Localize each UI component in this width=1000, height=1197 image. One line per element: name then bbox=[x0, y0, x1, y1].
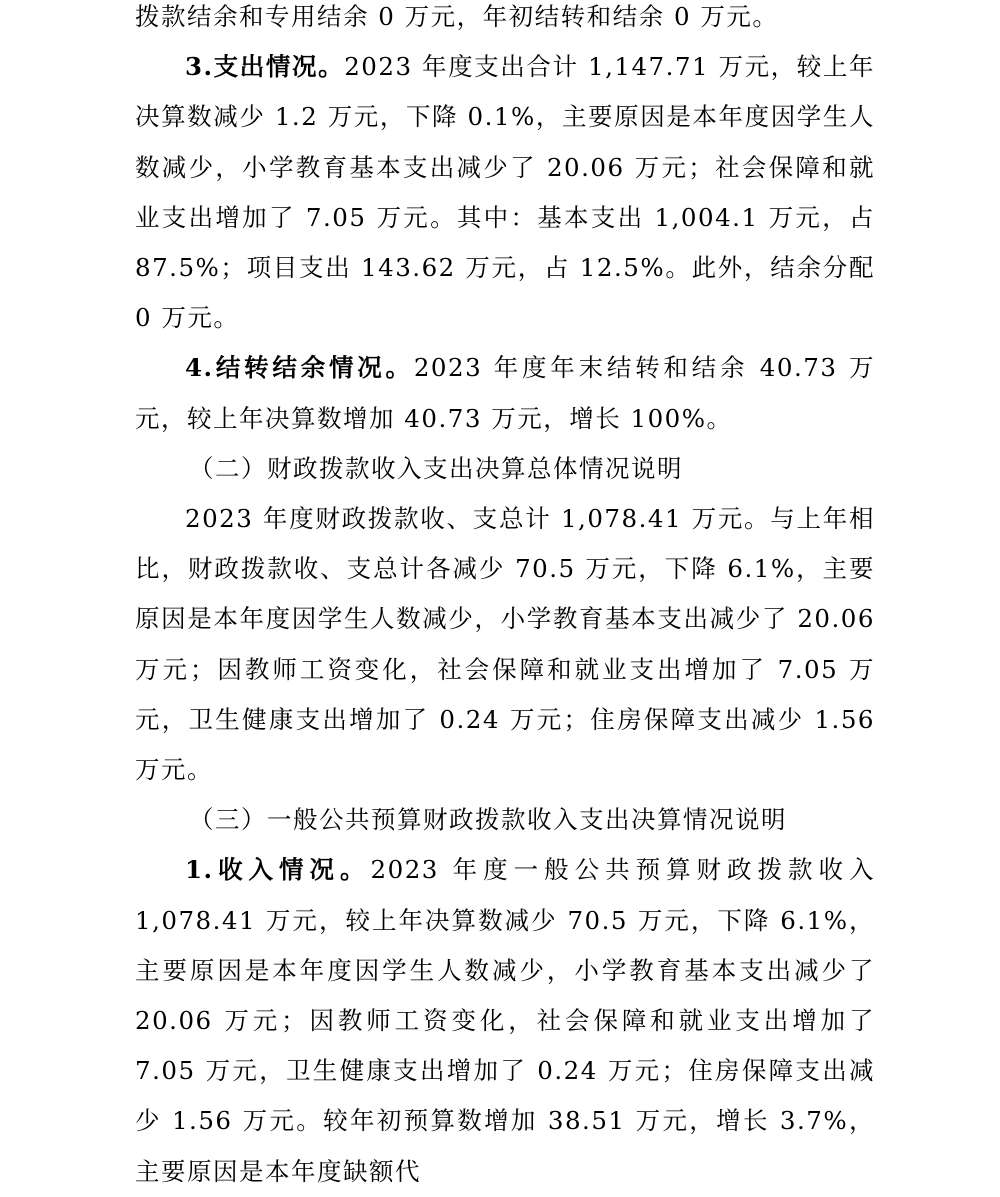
section-heading-fiscal-overview: （二）财政拨款收入支出决算总体情况说明 bbox=[189, 453, 683, 483]
paragraph-expenditure bbox=[135, 42, 875, 343]
paragraph-income bbox=[135, 845, 875, 1196]
paragraph-fiscal-overview: 2023 年度财政拨款收、支总计 1,078.41 万元。与上年相比，财政拨款收、支总计各减少 70.5 万元，下降 6.1%，主要原因是本年度因学生人数减少，小学教育基本支出减少了 20.06 万元；因教师工资变化，社会保障和就业支出增加了 7.05 万元，卫生健康支出增加了 0.24 万元；住房保障支出减少 1.56 万元。 bbox=[135, 504, 875, 785]
income-heading: 1.收入情况。 bbox=[185, 855, 371, 885]
carryover-heading: 4.结转结余情况。 bbox=[185, 353, 414, 383]
income-text: 2023 年度一般公共预算财政拨款收入 1,078.41 万元，较上年决算数减少 70.5 万元，下降 6.1%，主要原因是本年度因学生人数减少，小学教育基本支出减少了 20.06 万元；因教师工资变化，社会保障和就业支出增加了 7.05 万元，卫生健康支出增加了 0.24 万元；住房保障支出减少 1.56 万元。较年初预算数增加 38.51 万元，增长 3.7%，主要原因是本年度缺额代 bbox=[135, 855, 875, 1186]
expenditure-text: 2023 年度支出合计 1,147.71 万元，较上年决算数减少 1.2 万元，下降 0.1%，主要原因是本年度因学生人数减少，小学教育基本支出减少了 20.06 万元；社会保障和就业支出增加了 7.05 万元。其中：基本支出 1,004.1 万元，占 87.5%；项目支出 143.62 万元，占 12.5%。此外，结余分配 0 万元。 bbox=[135, 52, 875, 333]
section-heading-general-budget: （三）一般公共预算财政拨款收入支出决算情况说明 bbox=[189, 805, 787, 835]
paragraph-balance-summary: 拨款结余和专用结余 0 万元，年初结转和结余 0 万元。 bbox=[135, 2, 779, 31]
expenditure-heading: 3.支出情况。 bbox=[185, 52, 345, 82]
carryover-text: 2023 年度年末结转和结余 40.73 万元，较上年决算数增加 40.73 万元，增长 100%。 bbox=[135, 353, 876, 433]
document-page bbox=[135, 0, 875, 1197]
paragraph-carryover bbox=[135, 343, 875, 443]
